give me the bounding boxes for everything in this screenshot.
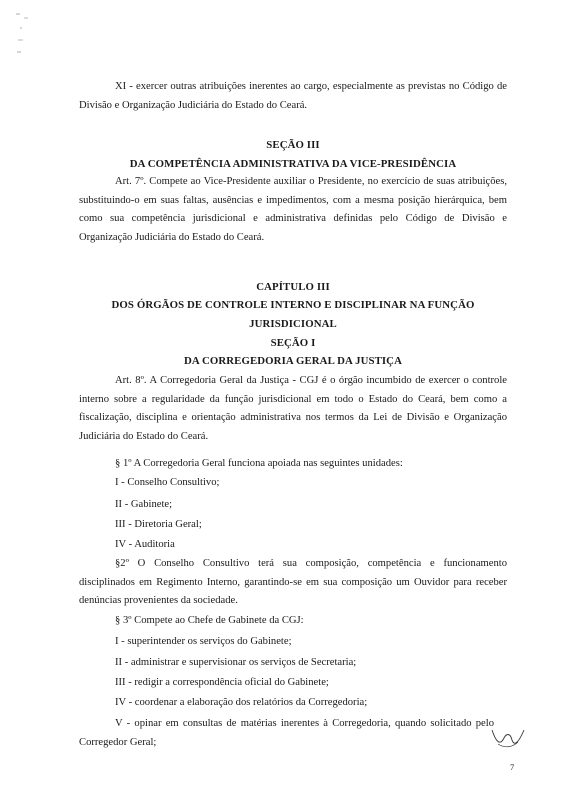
list-item: IV - coordenar a elaboração dos relatórios da Corregedoria; xyxy=(115,697,368,708)
article-8: Art. 8º. A Corregedoria Geral da Justiça - CGJ é o órgão incumbido de exercer o controle interno sobre a regularidade da função jurisdicional em todo o Estado do Ceará, bem como a fiscalização, disciplina e orientação administrativa nos termos da Lei de Divisão e Organização Judiciária do Estado do Ceará. xyxy=(79,375,507,442)
article-7: Art. 7º. Compete ao Vice-Presidente auxiliar o Presidente, no exercício de suas atribuições, substituindo-o em suas faltas, ausências e impedimentos, com a mesma posição hierárquica, bem como sua competência jurisdicional e administrativa definidas pelo Código de Divisão e Organização Judiciária do Estado do Ceará. xyxy=(79,176,507,243)
list-item-v: V - opinar em consultas de matérias inerentes à Corregedoria, quando solicitado pelo Corregedor Geral; xyxy=(79,718,494,748)
section-title: SEÇÃO III xyxy=(266,139,320,151)
list-item: I - Conselho Consultivo; xyxy=(115,477,220,488)
handwritten-initials xyxy=(488,722,528,752)
list-item: III - Diretoria Geral; xyxy=(115,519,202,530)
chapter-subtitle-line-2: JURISDICIONAL xyxy=(249,318,337,330)
section-title: SEÇÃO I xyxy=(270,337,316,349)
paragraph-3: § 3º Compete ao Chefe de Gabinete da CGJ: xyxy=(115,615,304,626)
section-subtitle: DA COMPETÊNCIA ADMINISTRATIVA DA VICE-PRESIDÊNCIA xyxy=(129,158,457,170)
section-subtitle: DA CORREGEDORIA GERAL DA JUSTIÇA xyxy=(184,355,402,367)
list-item: II - administrar e supervisionar os serviços de Secretaria; xyxy=(115,657,357,668)
list-item: IV - Auditoria xyxy=(115,539,175,550)
chapter-title: CAPÍTULO III xyxy=(256,281,330,293)
list-item: I - superintender os serviços do Gabinete; xyxy=(115,636,292,647)
paragraph-xi: XI - exercer outras atribuições inerentes ao cargo, especialmente as previstas no Código de Divisão e Organização Judiciária do Estado do Ceará. xyxy=(79,81,507,111)
paragraph-1: § 1º A Corregedoria Geral funciona apoiada nas seguintes unidades: xyxy=(115,458,403,469)
list-item: II - Gabinete; xyxy=(115,499,173,510)
paragraph-2: §2º O Conselho Consultivo terá sua composição, competência e funcionamento disciplinados em Regimento Interno, garantindo-se em sua composição um Ouvidor para receber denúncias provenientes da sociedade. xyxy=(79,558,507,606)
list-item: III - redigir a correspondência oficial do Gabinete; xyxy=(115,677,329,688)
scan-marks xyxy=(14,10,34,60)
chapter-subtitle-line-1: DOS ÓRGÃOS DE CONTROLE INTERNO E DISCIPLINAR NA FUNÇÃO xyxy=(111,299,475,311)
page-number: 7 xyxy=(510,762,515,772)
